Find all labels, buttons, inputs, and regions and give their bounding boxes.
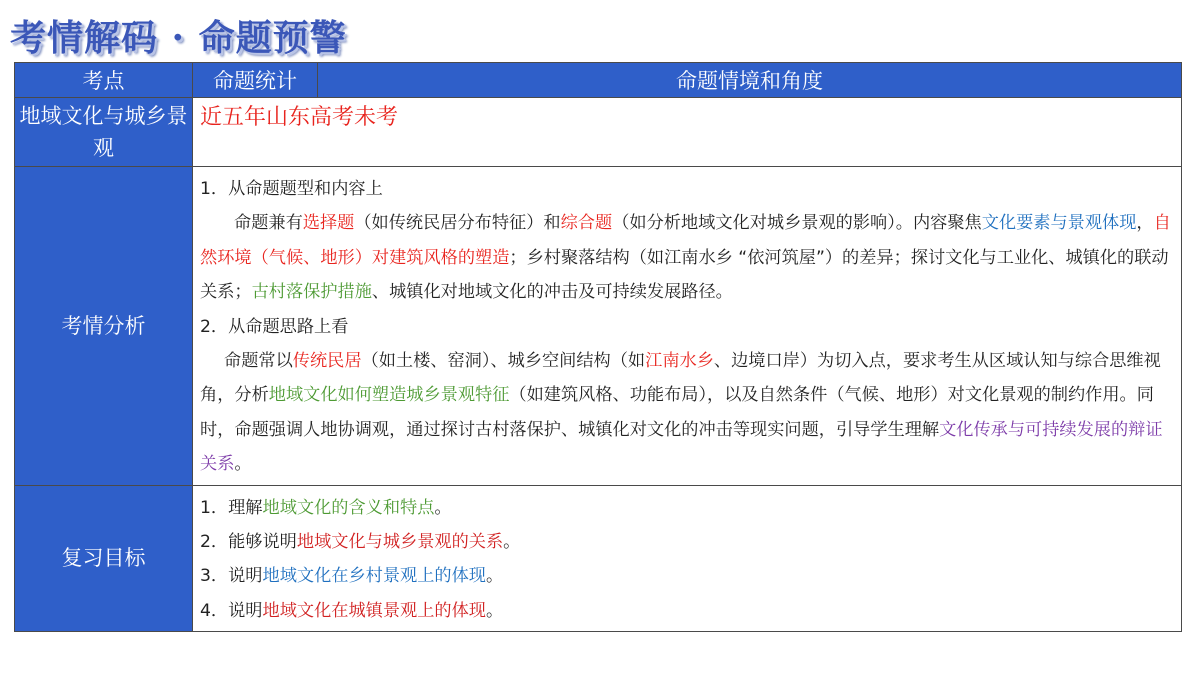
table-row-kaodian — [15, 98, 1182, 167]
text: 。 — [503, 532, 521, 553]
highlight-village-protection: 古村落保护措施 — [251, 282, 372, 303]
header-kaodian: 考点 — [15, 63, 193, 98]
highlight-natural-environment: 自然环境（气候、地形）对建筑风格的塑造 — [200, 213, 1171, 268]
table-row-goals — [15, 485, 1182, 632]
text: 4．说明 — [200, 600, 263, 621]
paragraph-type — [200, 206, 1175, 309]
row-label-kaodian: 地域文化与城乡景观 — [15, 98, 193, 167]
text: ；乡村聚落结构（如江南水乡 “依河筑屋”）的差异；探讨文化与工业化、城镇化的联动关系； — [200, 247, 1169, 303]
highlight-jiangnan-water-town: 江南水乡 — [645, 351, 714, 372]
text: 命题兼有 — [234, 213, 303, 234]
text: 1．理解 — [200, 497, 263, 518]
text: 、边境口岸）为切入点，要求考生从区域认知与综合思维视角，分析 — [200, 351, 1161, 406]
text: （如传统民居分布特征）和 — [354, 213, 561, 234]
analysis-content — [193, 167, 1182, 486]
text: 2．能够说明 — [200, 532, 297, 553]
stat-cell — [193, 98, 1182, 167]
goal-item-1 — [200, 491, 1175, 525]
text: 。 — [434, 497, 452, 518]
text: ， — [1136, 213, 1154, 234]
page-title: 考情解码 · 命题预警 — [10, 17, 347, 59]
highlight-goal-4: 地域文化在城镇景观上的体现 — [262, 600, 486, 621]
text: 命题常以 — [224, 351, 293, 372]
highlight-traditional-dwelling: 传统民居 — [292, 351, 362, 372]
exam-stat-text: 近五年山东高考未考 — [200, 105, 399, 130]
text: （如建筑风格、功能布局），以及自然条件（气候、地形）对文化景观的制约作用。同时，命题强调人地协调观，通过探讨古村落保护、城镇化对文化的冲击等现实问题，引导学生理解 — [200, 385, 1154, 440]
text: （如土楼、窑洞）、城乡空间结构（如 — [361, 351, 646, 372]
header-mingti-tongji: 命题统计 — [193, 63, 318, 98]
highlight-heritage-sustainability: 文化传承与可持续发展的辩证关系 — [200, 419, 1163, 475]
section-heading-type: 1．从命题题型和内容上 — [200, 179, 383, 199]
goal-item-3 — [200, 559, 1175, 593]
text: （如分析地域文化对城乡景观的影响）。内容聚焦 — [612, 213, 982, 234]
text: 。 — [485, 600, 504, 621]
highlight-goal-2: 地域文化与城乡景观的关系 — [296, 532, 504, 553]
row-label-analysis: 考情分析 — [15, 167, 193, 486]
table-row-analysis — [15, 167, 1182, 486]
highlight-culture-shapes-landscape: 地域文化如何塑造城乡景观特征 — [268, 385, 510, 406]
highlight-comprehensive-question: 综合题 — [560, 213, 613, 234]
analysis-table — [14, 62, 1182, 632]
goal-item-2 — [200, 525, 1175, 559]
highlight-choice-question: 选择题 — [302, 213, 355, 234]
text: 、城镇化对地域文化的冲击及可持续发展路径。 — [371, 282, 733, 303]
row-label-goals: 复习目标 — [15, 485, 193, 632]
text: 3．说明 — [200, 566, 263, 587]
paragraph-approach — [200, 344, 1175, 482]
highlight-culture-landscape: 文化要素与景观体现 — [981, 213, 1137, 234]
highlight-goal-3: 地域文化在乡村景观上的体现 — [262, 566, 486, 587]
table-header-row — [15, 63, 1182, 98]
text: 。 — [485, 566, 504, 587]
highlight-goal-1: 地域文化的含义和特点 — [262, 497, 435, 518]
text: 。 — [234, 454, 252, 475]
goal-item-4 — [200, 594, 1175, 628]
section-heading-approach: 2．从命题思路上看 — [200, 316, 349, 337]
goals-content — [193, 485, 1182, 632]
header-mingti-qingjing: 命题情境和角度 — [318, 63, 1182, 98]
